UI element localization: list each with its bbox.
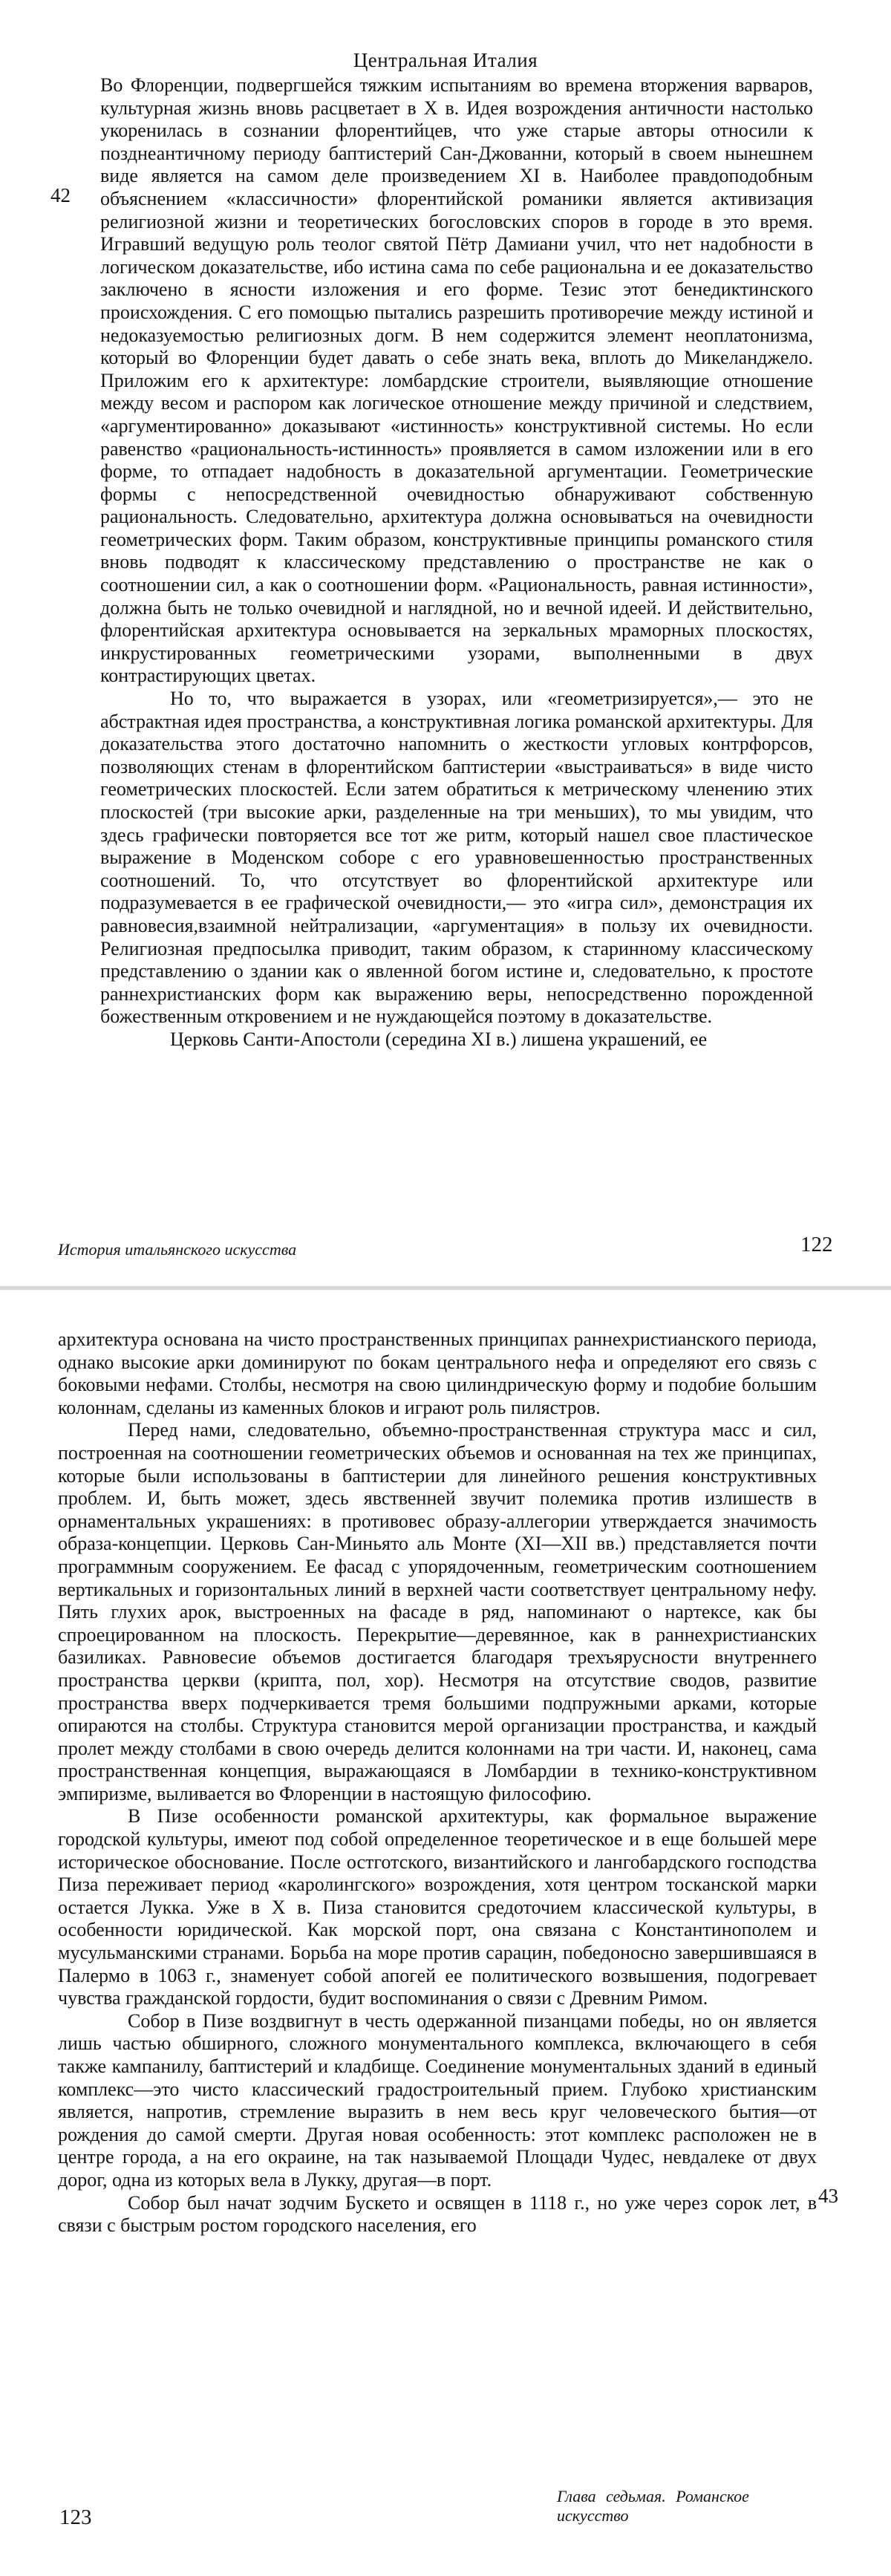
margin-illustration-number: 42	[50, 184, 71, 206]
paragraph: Перед нами, следовательно, объемно-пространственная структура масс и сил, построенная на соотношении геометрических объемов и основанная на тех же принципах, которые были использованы в баптистерии для линейного решения конструктивных проблем. И, быть может, здесь явственней звучит полемика против излишеств в орнаментальных украшениях: в противовес образу-аллегории утверждается значимость образа-концепции. Церковь Сан-Миньято аль Монте (XI—XII вв.) представляется почти программным сооружением. Ее фасад с упорядоченным, геометрическим соотношением вертикальных и горизонтальных линий в верхней части соответствует центральному нефу. Пять глухих арок, выстроенных на фасаде в ряд, напоминают о нартексе, как бы спроецированном на плоскость. Перекрытие—деревянное, как в раннехристианских базиликах. Равновесие объемов достигается благодаря трехъярусности внутреннего пространства церкви (крипта, пол, хор). Несмотря на отсутствие сводов, развитие пространства вверх подчеркивается тремя большими подпружными арками, которые опираются на столбы. Структура становится мерой организации пространства, и каждый пролет между столбами в свою очередь делится колоннами на три части. И, наконец, сама пространственная концепция, выражающаяся в Ломбардии в технико-конструктивном эмпиризме, выливается во Флоренции в настоящую философию.	[58, 1419, 817, 1804]
paragraph: Во Флоренции, подвергшейся тяжким испытаниям во времена вторжения варваров, культурная жизнь вновь расцветает в X в. Идея возрождения античности настолько укоренилась в сознании флорентийцев, что уже старые авторы относили к позднеантичному периоду баптистерий Сан-Джованни, который в своем нынешнем виде является на самом деле произведением XI в. Наиболее правдоподобным объяснением «классичности» флорентийской романики является активизация религиозной жизни и теоретических богословских споров в городе в это время. Игравший ведущую роль теолог святой Пётр Дамиани учил, что нет надобности в логическом доказательстве, ибо истина сама по себе рациональна и ее доказательство заключено в ясности изложения и его форме. Тезис этот бенедиктинского происхождения. С его помощью пытались разрешить противоречие между истиной и недоказуемостью религиозных догм. В нем содержится элемент неоплатонизма, который во Флоренции будет давать о себе знать века, вплоть до Микеланджело. Приложим его к архитектуре: ломбардские строители, выявляющие отношение между весом и распором как логическое отношение между причиной и следствием, «аргументированно» доказывают «истинность» конструктивной системы. Но если равенство «рациональность-истинность» проявляется в самом изложении или в его форме, то отпадает надобность в доказательной аргументации. Геометрические формы с непосредственной очевидностью обнаруживают собственную рациональность. Следовательно, архитектура должна основываться на очевидности геометрических форм. Таким образом, конструктивные принципы романского стиля вновь подводят к классическому представлению о пространстве не как о соотношении сил, а как о соотношении форм. «Рациональность, равная истинности», должна быть не только очевидной и наглядной, но и вечной идеей. И действительно, флорентийская архитектура основывается на зеркальных мраморных плоскостях, инкрустированных геометрическими узорами, выполненными в двух контрастирующих цветах.	[100, 74, 813, 687]
body-text	[58, 1328, 817, 2237]
footer-chapter-title: Глава седьмая. Романское искусство	[557, 2487, 749, 2525]
margin-illustration-number: 43	[818, 2185, 838, 2207]
page-122	[0, 0, 891, 1286]
paragraph: архитектура основана на чисто пространственных принципах раннехристианского периода, однако высокие арки доминируют по бокам центрального нефа и определяют его связь с боковыми нефами. Столбы, несмотря на свою цилиндрическую форму и подобие большим колоннам, сделаны из каменных блоков и играют роль пилястров.	[58, 1328, 817, 1418]
paragraph: Собор был начат зодчим Бускето и освящен в 1118 г., но уже через сорок лет, в связи с быстрым ростом городского населения, его	[58, 2191, 817, 2237]
body-text	[100, 74, 813, 1051]
paragraph: Церковь Санти-Апостоли (середина XI в.) лишена украшений, ее	[170, 1028, 708, 1050]
paragraph: В Пизе особенности романской архитектуры, как формальное выражение городской культуры, имеют под собой определенное теоретическое и в еще большей мере историческое обоснование. После остготского, византийского и лангобардского господства Пиза переживает период «каролингского» возрождения, хотя центром тосканской марки остается Лукка. Уже в X в. Пиза становится средоточием классической культуры, в особенности юридической. Как морской порт, она связана с Константинополем и мусульманскими странами. Борьба на море против сарацин, победоносно завершившаяся в Палермо в 1063 г., знаменует собой апогей ее политического возвышения, подогревает чувства гражданской гордости, будит воспоминания о связи с Древним Римом.	[58, 1805, 817, 2009]
paragraph: Но то, что выражается в узорах, или «геометризируется»,— это не абстрактная идея пространства, а конструктивная логика романской архитектуры. Для доказательства этого достаточно напомнить о жесткости угловых контрфорсов, позволяющих стенам в флорентийском баптистерии «выстраиваться» в виде чисто геометрических плоскостей. Если затем обратиться к метрическому членению этих плоскостей (три высокие арки, разделенные на три меньших), то мы увидим, что здесь графически повторяется все тот же ритм, который нашел свое пластическое выражение в Моденском соборе с его уравновешенностью пространственных соотношений. То, что отсутствует во флорентийской архитектуре или подразумевается в ее графической очевидности,— это «игра сил», демонстрация их равновесия,взаимной нейтрализации, «аргументация» в пользу их очевидности. Религиозная предпосылка приводит, таким образом, к старинному классическому представлению о здании как о явленной богом истине и, следовательно, к простоте раннехристианских форм как выражению веры, непосредственно порожденной божественным откровением и не нуждающейся поэтому в доказательстве.	[100, 688, 813, 1028]
page-number: 123	[59, 2505, 92, 2529]
footer-book-title: История итальянского искусства	[58, 1240, 297, 1259]
paragraph: Собор в Пизе воздвигнут в честь одержанной пизанцами победы, но он является лишь частью обширного, сложного монументального комплекса, включающего в себя также кампанилу, баптистерий и кладбище. Соединение монументальных зданий в единый комплекс—это чисто классический градостроительный прием. Глубоко христианским является, напротив, стремление выразить в нем весь круг человеческого бытия—от рождения до самой смерти. Другая новая особенность: этот комплекс расположен не в центре города, а на его окраине, на так называемой Площади Чудес, невдалеке от двух дорог, одна из которых вела в Лукку, другая—в порт.	[58, 2009, 817, 2191]
page-number: 122	[800, 1233, 833, 1256]
page-123	[0, 1290, 891, 2576]
running-head: Центральная Италия	[353, 49, 538, 71]
